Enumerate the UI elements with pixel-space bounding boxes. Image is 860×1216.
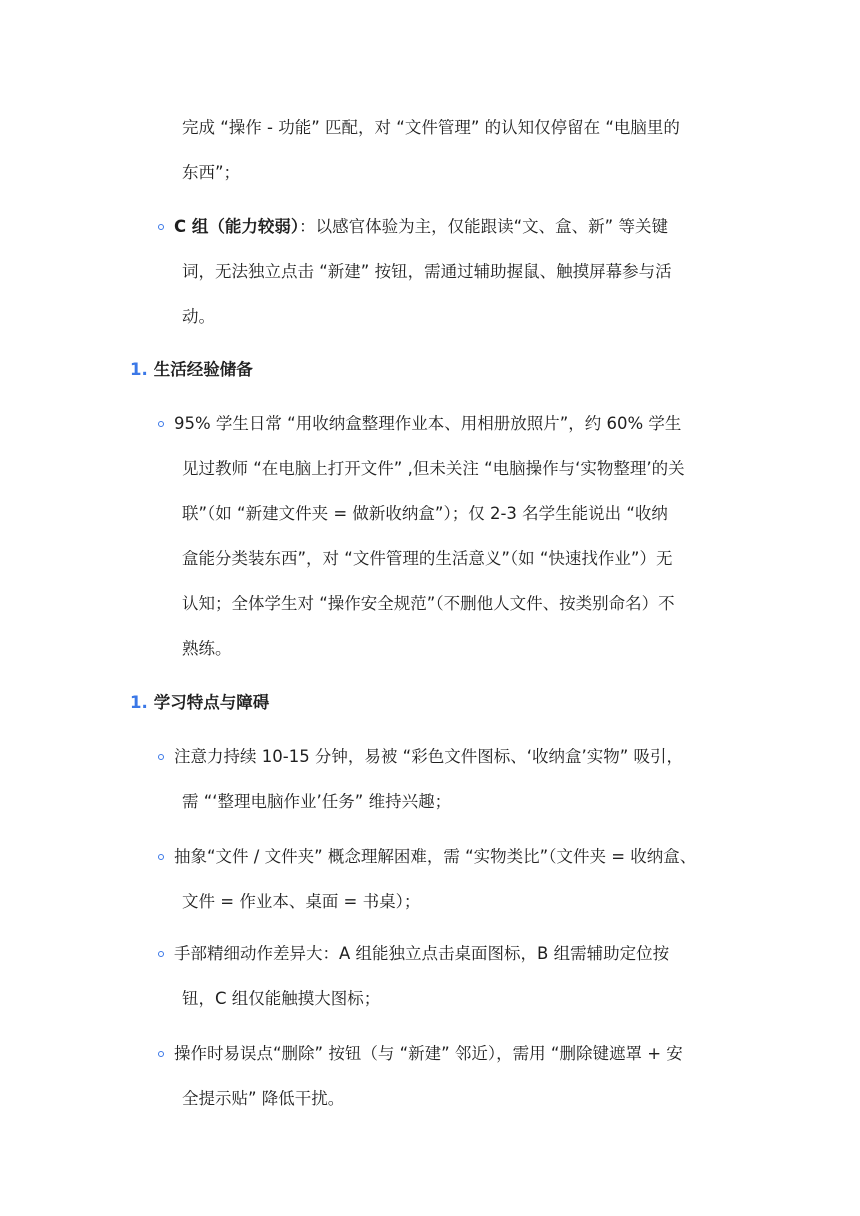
bullet-dot-icon [158, 421, 164, 427]
section-heading-learning [130, 692, 269, 714]
group-c-line-1: ：以感官体验为主，仅能跟读“文、盒、新” 等关键 [299, 217, 668, 236]
intro-line-2: 东西”； [182, 163, 241, 182]
section-title: 学习特点与障碍 [153, 693, 270, 712]
learning-2-line-1: 抽象“文件 / 文件夹” 概念理解困难，需 “实物类比”（文件夹 = 收纳盒、 [174, 847, 697, 866]
section-number: 1. [130, 360, 148, 379]
learning-4-line-1: 操作时易误点“删除” 按钮（与 “新建” 邻近），需用 “删除键遮罩 + 安 [174, 1044, 683, 1063]
intro-line-1: 完成 “操作 - 功能” 匹配，对 “文件管理” 的认知仅停留在 “电脑里的 [182, 118, 680, 137]
bullet-dot-icon [158, 754, 164, 760]
group-c-label: C 组（能力较弱） [174, 217, 300, 236]
section-heading-life [130, 359, 253, 381]
life-line-1: 95% 学生日常 “用收纳盒整理作业本、用相册放照片”，约 60% 学生 [174, 414, 682, 433]
group-c-line-2: 词，无法独立点击 “新建” 按钮，需通过辅助握鼠、触摸屏幕参与活 [182, 262, 672, 281]
learning-4-line-2: 全提示贴” 降低干扰。 [182, 1089, 345, 1108]
learning-1-line-1: 注意力持续 10-15 分钟，易被 “彩色文件图标、‘收纳盒’实物” 吸引， [174, 747, 684, 766]
section-number: 1. [130, 693, 148, 712]
life-line-5: 认知；全体学生对 “操作安全规范”（不删他人文件、按类别命名）不 [182, 594, 675, 613]
life-line-3: 联”（如 “新建文件夹 = 做新收纳盒”）；仅 2-3 名学生能说出 “收纳 [182, 504, 668, 523]
bullet-dot-icon [158, 951, 164, 957]
life-line-6: 熟练。 [182, 639, 232, 658]
bullet-dot-icon [158, 224, 164, 230]
learning-3-line-2: 钮，C 组仅能触摸大图标； [182, 989, 381, 1008]
life-line-2: 见过教师 “在电脑上打开文件” ,但未关注 “电脑操作与‘实物整理’的关 [182, 459, 685, 478]
learning-1-line-2: 需 “‘整理电脑作业’任务” 维持兴趣； [182, 792, 452, 811]
learning-3-line-1: 手部精细动作差异大：A 组能独立点击桌面图标，B 组需辅助定位按 [174, 944, 670, 963]
bullet-dot-icon [158, 1051, 164, 1057]
life-line-4: 盒能分类装东西”，对 “文件管理的生活意义”（如 “快速找作业”）无 [182, 549, 673, 568]
group-c-line-3: 动。 [182, 307, 215, 326]
section-title: 生活经验储备 [153, 360, 253, 379]
bullet-dot-icon [158, 854, 164, 860]
learning-2-line-2: 文件 = 作业本、桌面 = 书桌）； [182, 892, 421, 911]
